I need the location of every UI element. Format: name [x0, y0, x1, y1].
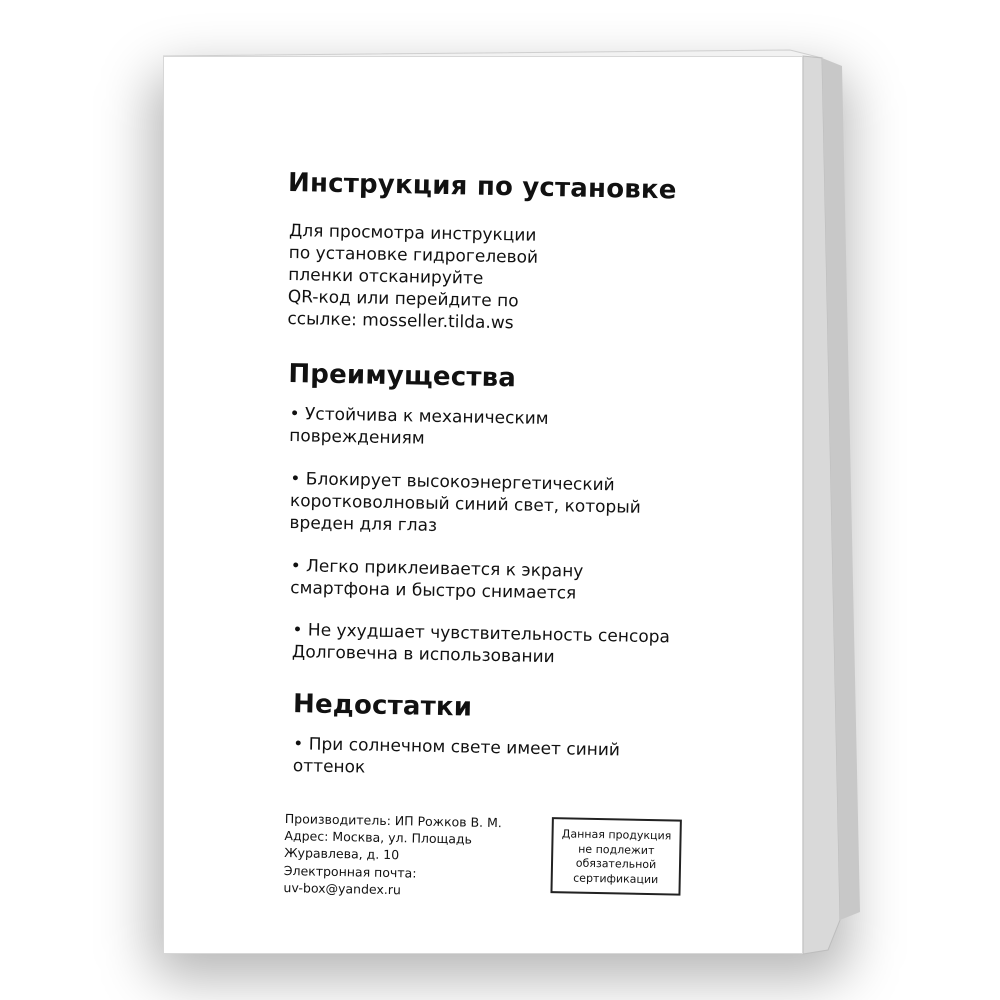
install-text: [287, 220, 538, 335]
disadvantage-item: [293, 733, 621, 783]
manufacturer-info: [283, 810, 502, 900]
install-heading: Инструкция по установке: [287, 167, 677, 206]
advantage-line: коротковолновый синий свет, который: [289, 491, 641, 518]
certification-notice-box: [550, 817, 681, 895]
install-line: QR-код или перейдите по: [287, 286, 519, 312]
certification-line: Данная продукция: [561, 827, 672, 843]
advantage-line: • Устойчива к механическим: [289, 404, 549, 430]
manufacturer-line: Журавлева, д. 10: [284, 845, 400, 863]
disadvantages-heading: Недостатки: [292, 689, 473, 723]
advantage-line: • Легко приклеивается к экрану: [290, 556, 584, 582]
install-line: Для просмотра инструкции: [288, 220, 537, 246]
advantage-item: [289, 403, 549, 452]
advantage-line: повреждениям: [288, 426, 425, 449]
manufacturer-line: uv-box@yandex.ru: [283, 879, 402, 898]
manufacturer-line: Электронная почта:: [283, 862, 417, 881]
disadvantage-line: оттенок: [292, 756, 366, 778]
manufacturer-line: Производитель: ИП Рожков В. М.: [284, 811, 502, 831]
certification-line: не подлежит: [578, 842, 655, 857]
certification-line: сертификации: [573, 871, 659, 886]
disadvantage-line: • При солнечном свете имеет синий: [293, 734, 621, 761]
certification-line: обязательной: [575, 856, 657, 872]
advantage-line: • Не ухудшает чувствительность сенсора: [292, 620, 671, 648]
advantage-line: • Блокирует высокоэнергетический: [290, 469, 615, 496]
advantage-line: Долговечна в использовании: [291, 642, 555, 668]
install-line: пленки отсканируйте: [288, 264, 484, 289]
manufacturer-line: Адрес: Москва, ул. Площадь: [284, 828, 473, 847]
advantage-item: [292, 619, 670, 670]
advantage-line: смартфона и быстро снимается: [290, 578, 577, 604]
install-line: ссылке: mosseller.tilda.ws: [287, 308, 514, 334]
advantage-item: [289, 468, 641, 541]
advantage-line: вреден для глаз: [289, 513, 438, 536]
advantage-item: [290, 555, 583, 605]
certification-text: [553, 827, 680, 888]
install-line: по установке гидрогелевой: [288, 242, 539, 268]
advantages-heading: Преимущества: [288, 359, 517, 394]
